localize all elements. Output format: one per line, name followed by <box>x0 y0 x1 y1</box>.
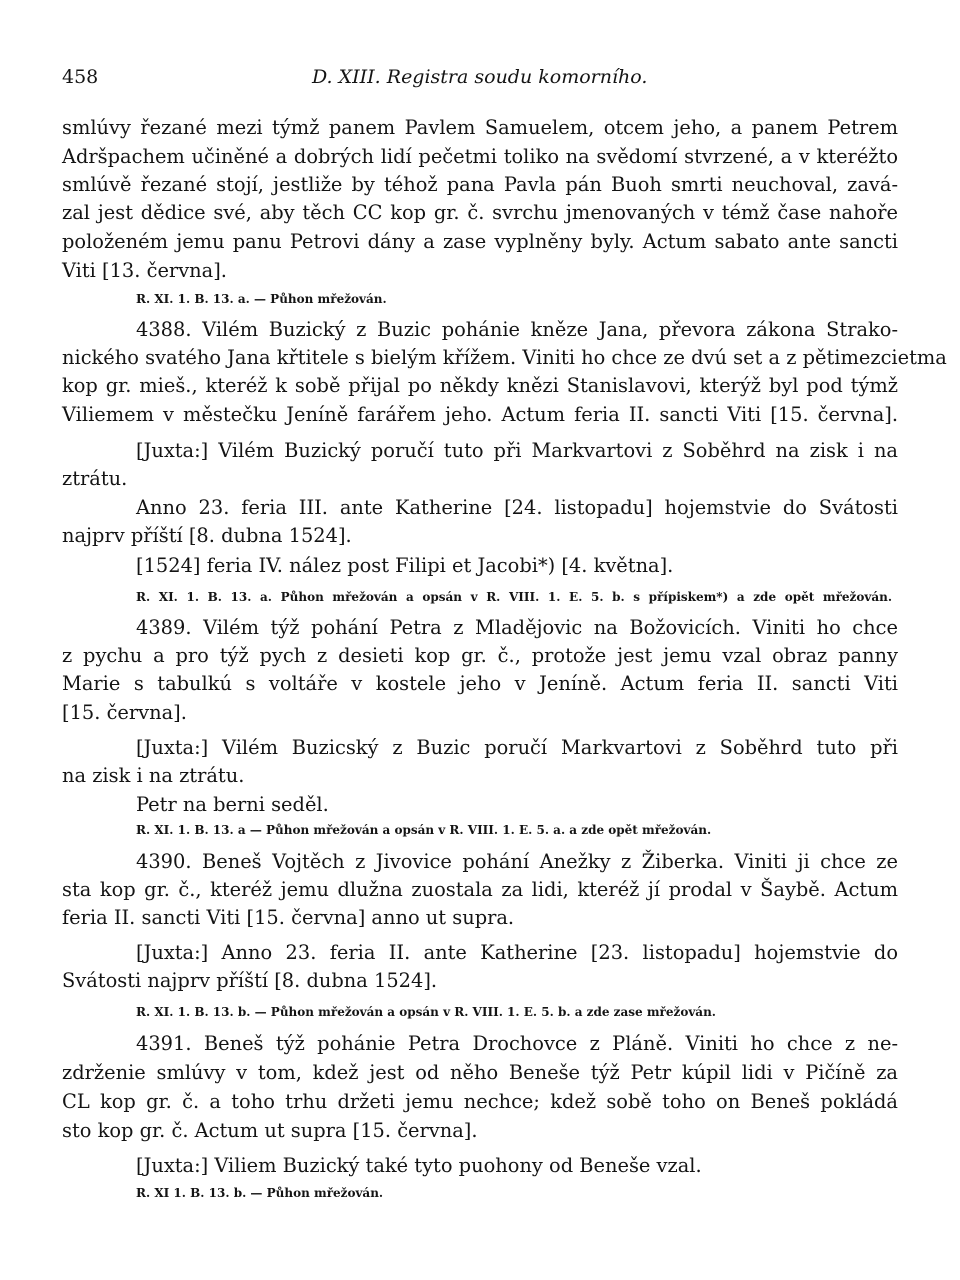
source-note: R. XI. 1. B. 13. b. — Půhon mřežován a opsán v R. VIII. 1. E. 5. b. a zde zase mřežován. <box>136 1005 716 1019</box>
text-line: Viliemem v městečku Jeníně farářem jeho. Actum feria II. sancti Viti [15. června]. <box>62 403 898 426</box>
text-line: Petr na berni seděl. <box>136 793 329 816</box>
text-line: Adršpachem učiněné a dobrých lidí pečetmi toliko na svědomí stvrzené, a v kteréžto <box>62 145 898 168</box>
source-note: R. XI. 1. B. 13. a. — Půhon mřežován. <box>136 292 387 306</box>
text-line: [1524] feria IV. nález post Filipi et Jacobi*) [4. května]. <box>136 554 674 577</box>
text-line: nického svatého Jana křtitele s bielým křížem. Viniti ho chce ze dvú set a z pětimezcietma <box>62 346 947 369</box>
text-line: zal jest dědice své, aby těch CC kop gr. č. svrchu jmenovaných v témž čase nahoře <box>62 201 898 224</box>
text-line: položeném jemu panu Petrovi dány a zase vyplněny byly. Actum sabato ante sancti <box>62 230 898 253</box>
text-line: ztrátu. <box>62 467 128 490</box>
text-line: sta kop gr. č., kteréž jemu dlužna zuostala za lidi, kteréž jí prodal v Šaybě. Actum <box>62 878 898 901</box>
text-line: Marie s tabulkú s voltáře v kostele jeho v Jeníně. Actum feria II. sancti Viti <box>62 672 898 695</box>
text-line: najprv příští [8. dubna 1524]. <box>62 524 352 547</box>
text-line: z pychu a pro týž pych z desieti kop gr. č., protože jest jemu vzal obraz panny <box>62 644 898 667</box>
entry-4388-start: 4388. Vilém Buzický z Buzic pohánie kněze Jana, převora zákona Strako- <box>136 318 898 341</box>
juxta-line: [Juxta:] Vilém Buzický poručí tuto při Markvartovi z Soběhrd na zisk i na <box>136 439 898 462</box>
text-line: zdrženie smlúvy v tom, kdež jest od něho Beneše týž Petr kúpil lidi v Pičíně za <box>62 1061 898 1084</box>
running-title: D. XIII. Registra soudu komorního. <box>312 66 648 88</box>
page-number: 458 <box>62 66 99 88</box>
juxta-line: [Juxta:] Viliem Buzický také tyto puohony od Beneše vzal. <box>136 1154 702 1177</box>
entry-4391-start: 4391. Beneš týž pohánie Petra Drochovce z Pláně. Viniti ho chce z ne- <box>136 1032 898 1055</box>
text-line: kop gr. mieš., kteréž k sobě přijal po někdy knězi Stanislavovi, kterýž byl pod týmž <box>62 374 898 397</box>
entry-4389-start: 4389. Vilém týž pohání Petra z Mladějovic na Božovicích. Viniti ho chce <box>136 616 898 639</box>
text-line: [15. června]. <box>62 701 187 724</box>
text-line: CL kop gr. č. a toho trhu držeti jemu nechce; kdež sobě toho on Beneš pokládá <box>62 1090 898 1113</box>
text-line: Svátosti najprv příští [8. dubna 1524]. <box>62 969 438 992</box>
text-line: sto kop gr. č. Actum ut supra [15. června]. <box>62 1119 478 1142</box>
text-line: Anno 23. feria III. ante Katherine [24. listopadu] hojemstvie do Svátosti <box>136 496 898 519</box>
text-line: feria II. sancti Viti [15. června] anno ut supra. <box>62 906 515 929</box>
juxta-line: [Juxta:] Anno 23. feria II. ante Katherine [23. listopadu] hojemstvie do <box>136 941 898 964</box>
text-line: smlúvě řezané stojí, jestliže by téhož pana Pavla pán Buoh smrti neuchoval, zavá- <box>62 173 898 196</box>
entry-4390-start: 4390. Beneš Vojtěch z Jivovice pohání Anežky z Žiberka. Viniti ji chce ze <box>136 850 898 873</box>
source-note: R. XI 1. B. 13. b. — Půhon mřežován. <box>136 1186 384 1200</box>
page-header <box>62 66 898 90</box>
source-note: R. XI. 1. B. 13. a — Půhon mřežován a opsán v R. VIII. 1. E. 5. a. a zde opět mřežován. <box>136 823 712 837</box>
text-line: na zisk i na ztrátu. <box>62 764 245 787</box>
source-note: R. XI. 1. B. 13. a. Půhon mřežován a opsán v R. VIII. 1. E. 5. b. s přípiskem*) a zde opět mřežován. <box>136 590 892 604</box>
text-line: smlúvy řezané mezi týmž panem Pavlem Samuelem, otcem jeho, a panem Petrem <box>62 116 898 139</box>
juxta-line: [Juxta:] Vilém Buzicský z Buzic poručí Markvartovi z Soběhrd tuto při <box>136 736 898 759</box>
text-line: Viti [13. června]. <box>62 259 227 282</box>
